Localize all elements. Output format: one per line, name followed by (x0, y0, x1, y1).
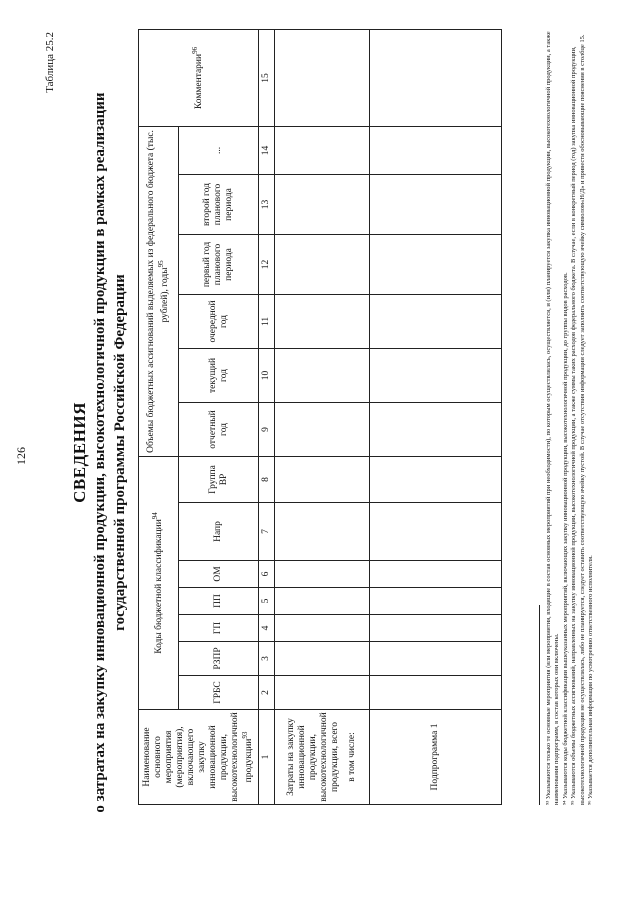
expenses-table (138, 29, 502, 805)
header-budget-codes: Коды бюджетной классификации$^{94}$ (139, 456, 179, 709)
header-comments: Комментарии$^{96}$ (139, 29, 259, 126)
header-year-next: очередной год (179, 294, 259, 348)
footnote-94: ⁹⁴ Указываются коды бюджетной классификации вышеуказанных мероприятий, включающих закупку инновационной продукции, высокотехнологичной продукции, до группы видов расходов. (561, 272, 569, 805)
footnote-95: ⁹⁵ Указываются объемы бюджетных ассигнований, направленных на закупку инновационной продукции, высокотехнологичной продукции, а также суммы таких расходов федерального бюджета. В случае, если в конкретный период (год) закупка инновационной продукции, высокотехнологичной продукции не осуществлялась, либо не планируется, следует оставить соответствующую ячейку пустой. В случае отсутствия информации следует заполнить соответствующую ячейку символом«Н/Д» и привести обосновывающие пояснения в столбце 15. (570, 34, 586, 805)
header-year-plan1: первый год планового периода (179, 234, 259, 294)
document-title: СВЕДЕНИЯ (70, 402, 89, 503)
document-subtitle-line2: государственной программы Российской Федерации (112, 274, 128, 631)
footnote-96: ⁹⁶ Указывается дополнительная информация по усмотрению ответственного исполнителя. (587, 555, 595, 805)
table-row-subprogram (370, 29, 502, 804)
header-year-plan2: второй год планового периода (179, 174, 259, 234)
header-year-reporting: отчетный год (179, 402, 259, 456)
header-year-current: текущий год (179, 348, 259, 402)
row-label-including: в том числе: (346, 732, 357, 782)
table-label: Таблица 25.2 (44, 32, 56, 93)
header-code-pp: ПП (179, 588, 259, 615)
header-code-grbs: ГРБС (179, 676, 259, 710)
footnotes (545, 25, 596, 805)
header-activity-name: Наименование основного мероприятия (мероприятия), включающего закупку инновационной продукции, высокотехнологичной продукции$^{93}$ (139, 710, 259, 805)
table-row-total (275, 29, 370, 804)
document-subtitle-line1: о затратах на закупку инновационной продукции, высокотехнологичной продукции в рамках реализации (92, 92, 108, 813)
page-number: 126 (14, 447, 28, 465)
footnote-divider (539, 605, 540, 805)
row-label-total: Затраты на закупку инновационной продукции, высокотехнологичной продукции, всего (286, 712, 340, 802)
column-number-row: 1 2 3 4 5 6 7 8 9 10 11 12 13 14 15 (259, 29, 275, 804)
footnote-93: ⁹³ Указываются только те основные мероприятия (или мероприятия, входящие в состав основных мероприятий при необходимости), по которым осуществлялась, осуществляется, и (или) планируется закупка инновационной продукции, высокотехнологичной продукции, а также наименования подпрограмм, в состав которых они включены. (545, 31, 561, 805)
header-code-gp: ГП (179, 615, 259, 642)
header-code-rzpr: РЗПР (179, 642, 259, 676)
header-budget-volumes: Объемы бюджетных ассигнований выделяемых из федерального бюджета (тыс. рублей), годы$^{95}$ (139, 126, 179, 456)
row-label-subprogram: Подпрограмма 1 (370, 710, 502, 805)
header-code-napr: Напр (179, 503, 259, 561)
header-group-vr: Группа ВР (179, 456, 259, 502)
header-year-more: ... (179, 126, 259, 174)
header-code-om: ОМ (179, 561, 259, 588)
